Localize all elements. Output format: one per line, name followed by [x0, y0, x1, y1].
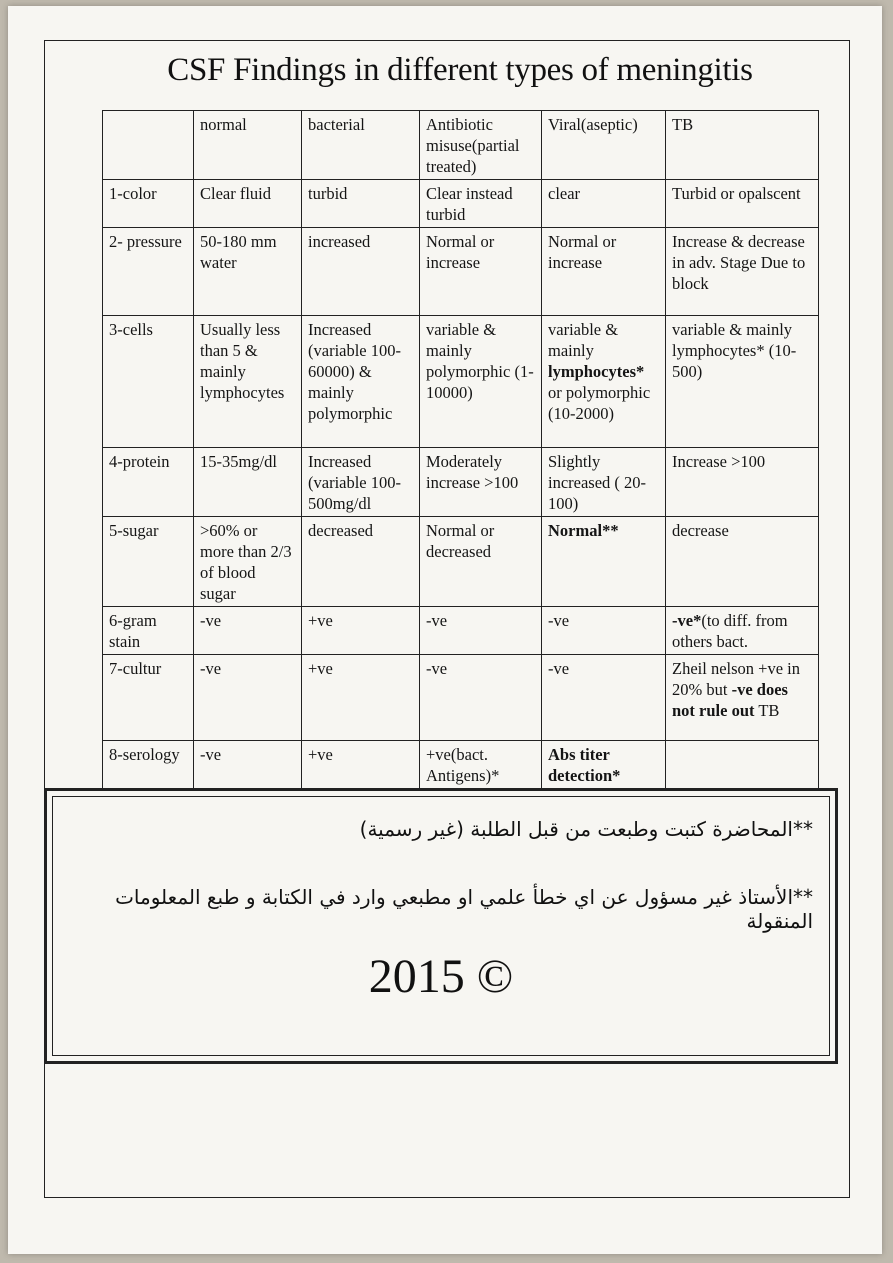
disclaimer-line-2: **الأستاذ غير مسؤول عن اي خطأ علمي او مطبعي وارد في الكتابة و طبع المعلومات المنقولة — [115, 885, 813, 933]
cell-bacterial: increased — [302, 228, 420, 316]
cell-viral: Normal or increase — [542, 228, 666, 316]
row-label: 8-serology — [103, 741, 194, 789]
cell-tb: decrease — [666, 517, 819, 607]
disclaimer-line-1: **المحاضرة كتبت وطبعت من قبل الطلبة (غير رسمية) — [359, 817, 813, 841]
cell-viral: -ve — [542, 607, 666, 655]
cell-normal: 50-180 mm water — [194, 228, 302, 316]
cell-viral: Slightly increased ( 20-100) — [542, 448, 666, 517]
cell-antibiotic: Normal or decreased — [420, 517, 542, 607]
cell-text: Zheil nelson +ve in 20% but — [672, 659, 800, 699]
cell-normal: Usually less than 5 & mainly lymphocytes — [194, 316, 302, 448]
cell-bacterial: +ve — [302, 655, 420, 741]
row-label: 5-sugar — [103, 517, 194, 607]
copyright-year: 2015 © — [368, 950, 514, 1003]
cell-bacterial: +ve — [302, 607, 420, 655]
cell-bacterial: Increased (variable 100-60000) & mainly polymorphic — [302, 316, 420, 448]
row-label: 7-cultur — [103, 655, 194, 741]
row-label: 6-gram stain — [103, 607, 194, 655]
cell-tb — [666, 607, 819, 655]
cell-text: (to diff. from others bact. — [672, 611, 788, 651]
header-cell-tb: TB — [666, 111, 819, 180]
cell-normal: >60% or more than 2/3 of blood sugar — [194, 517, 302, 607]
cell-antibiotic: +ve(bact. Antigens)* — [420, 741, 542, 789]
cell-tb: Turbid or opalscent — [666, 180, 819, 228]
table-row — [103, 448, 819, 517]
table-row — [103, 607, 819, 655]
table-row — [103, 228, 819, 316]
csf-findings-table — [102, 110, 819, 789]
table-header-row — [103, 111, 819, 180]
cell-viral — [542, 316, 666, 448]
cell-tb: Increase & decrease in adv. Stage Due to block — [666, 228, 819, 316]
cell-viral: Abs titer detection* — [542, 741, 666, 789]
cell-text-bold: lymphocytes* — [548, 362, 645, 381]
cell-antibiotic: variable & mainly polymorphic (1-10000) — [420, 316, 542, 448]
cell-normal: -ve — [194, 607, 302, 655]
row-label: 4-protein — [103, 448, 194, 517]
cell-antibiotic: Moderately increase >100 — [420, 448, 542, 517]
cell-tb — [666, 655, 819, 741]
cell-antibiotic: Normal or increase — [420, 228, 542, 316]
cell-text-bold: -ve does not rule out — [672, 680, 788, 720]
cell-text-bold: -ve* — [672, 611, 702, 630]
disclaimer-inner-border — [52, 796, 830, 1056]
cell-tb — [666, 741, 819, 789]
cell-normal: -ve — [194, 741, 302, 789]
cell-bacterial: +ve — [302, 741, 420, 789]
cell-normal: Clear fluid — [194, 180, 302, 228]
cell-bacterial: Increased (variable 100-500mg/dl — [302, 448, 420, 517]
disclaimer-box — [44, 788, 838, 1064]
table-row — [103, 180, 819, 228]
cell-viral: Normal** — [542, 517, 666, 607]
cell-tb: variable & mainly lymphocytes* (10-500) — [666, 316, 819, 448]
header-cell-normal: normal — [194, 111, 302, 180]
cell-viral: -ve — [542, 655, 666, 741]
header-cell-viral: Viral(aseptic) — [542, 111, 666, 180]
page-title: CSF Findings in different types of meningitis — [167, 52, 753, 88]
cell-text: variable & mainly — [548, 320, 619, 360]
cell-normal: -ve — [194, 655, 302, 741]
row-label: 1-color — [103, 180, 194, 228]
table-row — [103, 316, 819, 448]
table-row — [103, 655, 819, 741]
cell-normal: 15-35mg/dl — [194, 448, 302, 517]
cell-text: or polymorphic (10-2000) — [548, 383, 651, 423]
table-row — [103, 741, 819, 789]
row-label: 3-cells — [103, 316, 194, 448]
cell-bacterial: turbid — [302, 180, 420, 228]
cell-antibiotic: -ve — [420, 655, 542, 741]
cell-bacterial: decreased — [302, 517, 420, 607]
header-cell-empty — [103, 111, 194, 180]
row-label: 2- pressure — [103, 228, 194, 316]
header-cell-bacterial: bacterial — [302, 111, 420, 180]
cell-antibiotic: Clear instead turbid — [420, 180, 542, 228]
table-row — [103, 517, 819, 607]
cell-antibiotic: -ve — [420, 607, 542, 655]
header-cell-antibiotic: Antibiotic misuse(partial treated) — [420, 111, 542, 180]
cell-tb: Increase >100 — [666, 448, 819, 517]
cell-text: TB — [758, 701, 780, 720]
cell-viral: clear — [542, 180, 666, 228]
